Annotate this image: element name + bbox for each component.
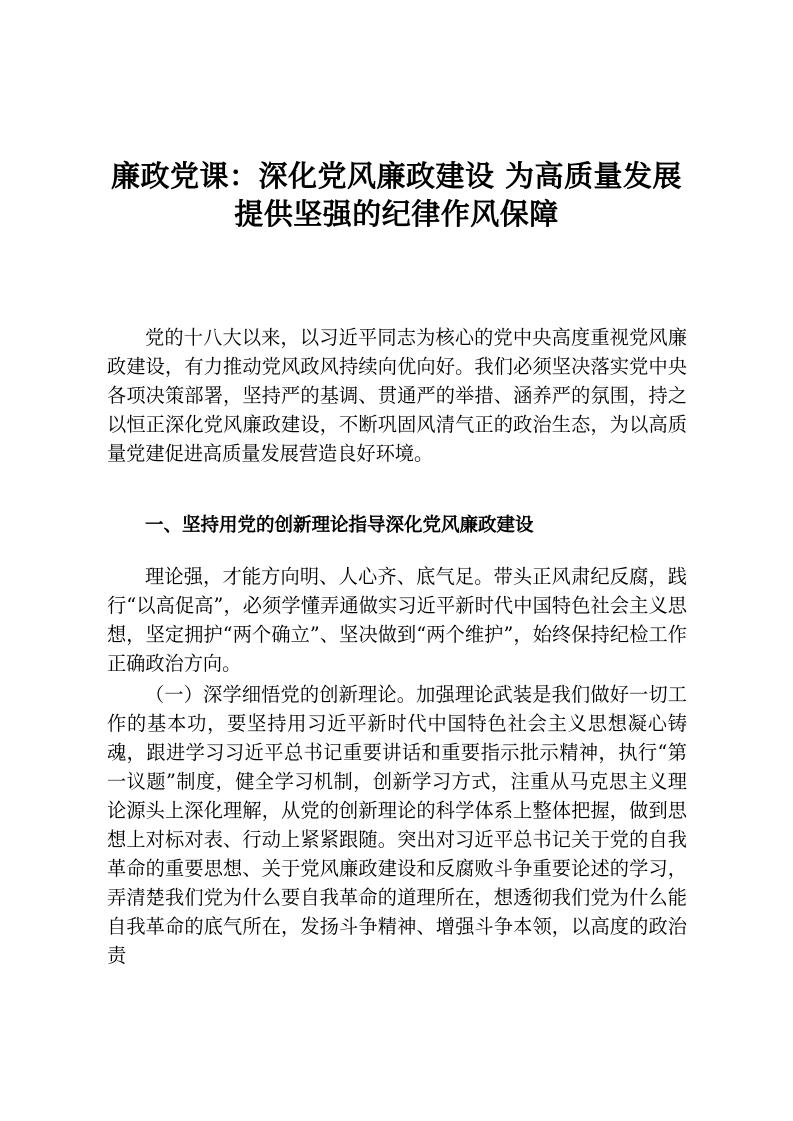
- section-heading: 一、坚持用党的创新理论指导深化党风廉政建设: [145, 515, 534, 536]
- subsection-paragraph-1: （一）深学细悟党的创新理论。加强理论武装是我们做好一切工作的基本功，要坚持用习近平新时代中国特色社会主义思想凝心铸魂，跟进学习习近平总书记重要讲话和重要指示批示精神，执行“第一议题”制度，健全学习机制，创新学习方式，注重从马克思主义理论源头上深化理解，从党的创新理论的科学体系上整体把握，做到思想上对标对表、行动上紧紧跟随。突出对习近平总书记关于党的自我革命的重要思想、关于党风廉政建设和反腐败斗争重要论述的学习，弄清楚我们党为什么要自我革命的道理所在，想透彻我们党为什么能自我革命的底气所在，发扬斗争精神、增强斗争本领，以高度的政治责: [107, 683, 687, 967]
- document-title: [90, 157, 703, 233]
- title-line-2: 提供坚强的纪律作风保障: [234, 197, 559, 232]
- title-line-1: 廉政党课：深化党风廉政建设 为高质量发展: [110, 159, 683, 194]
- section-paragraph-1: 理论强，才能方向明、人心齐、底气足。带头正风肃纪反腐，践行“以高促高”，必须学懂弄通做实习近平新时代中国特色社会主义思想，坚定拥护“两个确立”、坚决做到“两个维护”，始终保持纪检工作正确政治方向。: [107, 565, 687, 675]
- intro-paragraph: 党的十八大以来，以习近平同志为核心的党中央高度重视党风廉政建设，有力推动党风政风持续向优向好。我们必须坚决落实党中央各项决策部署，坚持严的基调、贯通严的举措、涵养严的氛围，持之以恒正深化党风廉政建设，不断巩固风清气正的政治生态，为以高质量党建促进高质量发展营造良好环境。: [107, 326, 687, 465]
